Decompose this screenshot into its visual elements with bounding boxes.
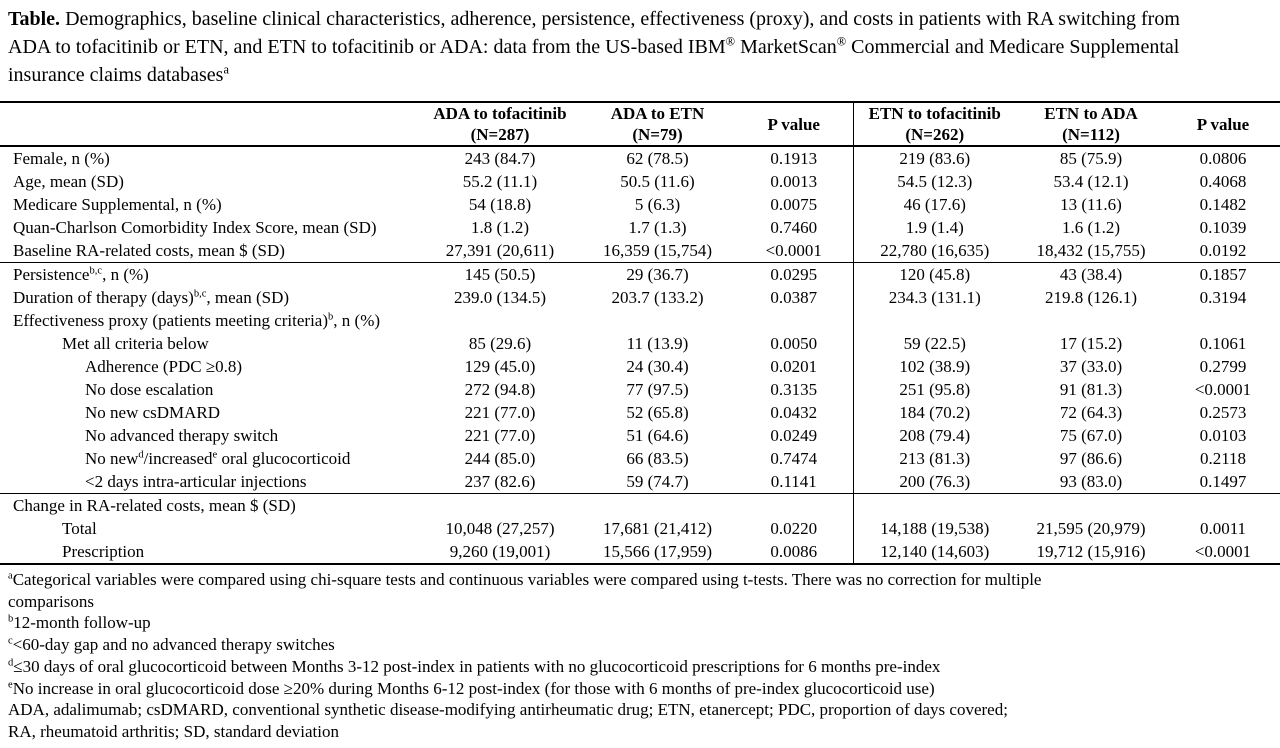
cell-value: 0.0201 xyxy=(770,357,818,376)
cell-value: 0.0075 xyxy=(770,195,818,214)
cell-value: 234.3 (131.1) xyxy=(853,286,1016,309)
cell-value: 203.7 (133.2) xyxy=(611,288,704,307)
cell-value: 0.0249 xyxy=(770,426,818,445)
table-row xyxy=(0,309,1280,332)
cell-value: <0.0001 xyxy=(765,241,822,260)
cell-value: 0.0192 xyxy=(1199,241,1247,260)
footnote-line: $^d$≤30 days of oral glucocorticoid between Months 3-12 post-index in patients with no glucocorticoid prescriptions for 6 months pre-index xyxy=(8,656,941,676)
table-section-persistence-effectiveness xyxy=(0,263,1280,494)
table-row xyxy=(0,540,1280,564)
footnote-line: $^b$12-month follow-up xyxy=(8,613,151,633)
row-label: No new$^d$/increased$^e$ oral glucocorticoid xyxy=(85,449,351,468)
cell-value: 0.7474 xyxy=(770,449,818,468)
row-label: Persistence$^{b,c}$, n (%) xyxy=(13,265,149,284)
cell-value: 0.0103 xyxy=(1199,426,1247,445)
cell-value: 51 (64.6) xyxy=(626,426,689,445)
row-label: Age, mean (SD) xyxy=(13,172,124,191)
cell-value: 66 (83.5) xyxy=(626,449,689,468)
cell-value: 17,681 (21,412) xyxy=(602,519,713,538)
cell-value: 91 (81.3) xyxy=(1059,380,1123,399)
table-caption xyxy=(8,5,1210,89)
cell-value: 221 (77.0) xyxy=(464,426,536,445)
footnote-line: $^a$Categorical variables were compared using chi-square tests and continuous variables were compared using t-tests. There was no correction for multiple xyxy=(8,570,1042,589)
header-empty-cell xyxy=(0,102,420,146)
row-label: Total xyxy=(62,519,97,538)
table-row xyxy=(0,355,1280,378)
cell-value: 0.3135 xyxy=(770,380,818,399)
cell-value: 1.8 (1.2) xyxy=(470,218,530,237)
cell-value: 0.0295 xyxy=(770,265,818,284)
table-row xyxy=(0,263,1280,287)
row-label: Quan-Charlson Comorbidity Index Score, mean (SD) xyxy=(13,218,377,237)
footnote-line: RA, rheumatoid arthritis; SD, standard deviation xyxy=(8,721,339,741)
cell-value: 213 (81.3) xyxy=(853,447,1016,470)
table-row xyxy=(0,378,1280,401)
footnotes xyxy=(8,569,1272,743)
cell-value xyxy=(1166,494,1280,518)
cell-value: 0.0013 xyxy=(770,172,818,191)
cell-value: 55.2 (11.1) xyxy=(462,172,538,191)
footnote-line: comparisons xyxy=(8,591,94,611)
cell-value: 46 (17.6) xyxy=(853,193,1016,216)
table-row xyxy=(0,146,1280,170)
cell-value: 219 (83.6) xyxy=(853,146,1016,170)
cell-value: 29 (36.7) xyxy=(626,265,689,284)
row-label: Change in RA-related costs, mean $ (SD) xyxy=(13,496,296,515)
footnote-marker: b xyxy=(328,311,334,323)
cell-value: 9,260 (19,001) xyxy=(449,542,551,561)
cell-value: 0.0011 xyxy=(1199,519,1247,538)
cell-value: 59 (74.7) xyxy=(626,472,689,491)
footnote-line: $^c$<60-day gap and no advanced therapy switches xyxy=(8,635,335,655)
table-row xyxy=(0,470,1280,494)
cell-value: 19,712 (15,916) xyxy=(1036,542,1146,561)
cell-value: 54 (18.8) xyxy=(468,195,532,214)
table-row xyxy=(0,193,1280,216)
cell-value: 11 (13.9) xyxy=(626,334,689,353)
cell-value: 0.1497 xyxy=(1199,472,1247,491)
cell-value: 18,432 (15,755) xyxy=(1036,241,1146,260)
cell-value: 0.0806 xyxy=(1199,149,1247,168)
col-header-ada-to-etn: ADA to ETN (N=79) xyxy=(610,104,705,144)
cell-value: <0.0001 xyxy=(1194,380,1252,399)
cell-value: 37 (33.0) xyxy=(1059,357,1123,376)
table-row xyxy=(0,216,1280,239)
registered-trademark-icon: ® xyxy=(836,34,847,49)
table-row xyxy=(0,424,1280,447)
data-table xyxy=(0,101,1280,565)
table-row xyxy=(0,332,1280,355)
row-label: No advanced therapy switch xyxy=(85,426,279,445)
cell-value xyxy=(420,309,580,332)
table-row xyxy=(0,447,1280,470)
col-header-p-value-2: P value xyxy=(1196,114,1250,134)
row-label: Effectiveness proxy (patients meeting criteria)$^b$, n (%) xyxy=(13,311,381,330)
col-header-etn-to-tofacitinib: ETN to tofacitinib (N=262) xyxy=(853,102,1016,146)
cell-value: 184 (70.2) xyxy=(853,401,1016,424)
table-row xyxy=(0,494,1280,518)
col-header-ada-to-tofacitinib: ADA to tofacitinib (N=287) xyxy=(433,104,567,144)
footnote-marker: d xyxy=(8,657,14,669)
table-row xyxy=(0,286,1280,309)
cell-value: 0.0086 xyxy=(770,542,818,561)
row-label: Medicare Supplemental, n (%) xyxy=(13,195,222,214)
footnote-line: ADA, adalimumab; csDMARD, conventional synthetic disease-modifying antirheumatic drug; ETN, etanercept; PDC, proportion of days covered; xyxy=(8,700,1008,720)
table-row xyxy=(0,239,1280,263)
row-label: Met all criteria below xyxy=(62,334,209,353)
cell-value: 0.1061 xyxy=(1199,334,1247,353)
cell-value: 0.0050 xyxy=(770,334,818,353)
footnote-marker: b,c xyxy=(89,265,103,277)
caption-label: Table. xyxy=(8,8,61,30)
cell-value: 93 (83.0) xyxy=(1059,472,1123,491)
cell-value: 15,566 (17,959) xyxy=(602,542,713,561)
cell-value: 0.1039 xyxy=(1199,218,1247,237)
cell-value: 10,048 (27,257) xyxy=(445,519,555,538)
cell-value: 200 (76.3) xyxy=(853,470,1016,494)
cell-value: 52 (65.8) xyxy=(626,403,689,422)
caption-text-1: Demographics, baseline clinical characteristics, adherence, persistence, effectiveness (proxy), and costs in patients with RA switching from ADA to tofacitinib or ETN, and ETN to tofacitinib or ADA: data from the US-based IBM xyxy=(8,8,1180,58)
cell-value: 22,780 (16,635) xyxy=(853,239,1016,263)
footnote-marker: b,c xyxy=(193,288,207,300)
cell-value: 50.5 (11.6) xyxy=(620,172,695,191)
cell-value xyxy=(1016,309,1166,332)
cell-value: 0.2573 xyxy=(1199,403,1247,422)
cell-value: 145 (50.5) xyxy=(464,265,536,284)
footnote-marker: e xyxy=(8,678,13,690)
row-label: Prescription xyxy=(62,542,145,561)
cell-value: 243 (84.7) xyxy=(464,149,536,168)
cell-value: 120 (45.8) xyxy=(853,263,1016,287)
cell-value: 62 (78.5) xyxy=(626,149,689,168)
page xyxy=(0,5,1280,748)
cell-value: 0.1141 xyxy=(770,472,817,491)
cell-value: 0.0220 xyxy=(770,519,818,538)
cell-value: 77 (97.5) xyxy=(626,380,689,399)
row-label: No new csDMARD xyxy=(85,403,221,422)
row-label: Duration of therapy (days)$^{b,c}$, mean (SD) xyxy=(13,288,290,307)
cell-value: <0.0001 xyxy=(1194,542,1252,561)
cell-value: 5 (6.3) xyxy=(634,195,681,214)
table-row xyxy=(0,401,1280,424)
cell-value: 244 (85.0) xyxy=(464,449,536,468)
footnote-marker: a xyxy=(8,570,13,582)
col-header-p-value-1: P value xyxy=(767,114,820,134)
cell-value: 14,188 (19,538) xyxy=(853,517,1016,540)
cell-value: 0.1913 xyxy=(770,149,818,168)
cell-value: 0.0387 xyxy=(770,288,818,307)
cell-value: 17 (15.2) xyxy=(1059,334,1123,353)
table-row xyxy=(0,517,1280,540)
cell-value: 239.0 (134.5) xyxy=(453,288,547,307)
row-label: Adherence (PDC ≥0.8) xyxy=(85,357,243,376)
cell-value: 21,595 (20,979) xyxy=(1036,519,1146,538)
footnote-marker: d xyxy=(138,449,144,461)
cell-value: 0.4068 xyxy=(1199,172,1247,191)
footnote-marker: c xyxy=(8,635,13,647)
footnote-marker: e xyxy=(212,449,218,461)
caption-text-2: MarketScan xyxy=(735,36,837,58)
cell-value: 85 (75.9) xyxy=(1059,149,1123,168)
cell-value: 59 (22.5) xyxy=(853,332,1016,355)
table-header xyxy=(0,102,1280,146)
cell-value: 54.5 (12.3) xyxy=(853,170,1016,193)
cell-value xyxy=(580,309,735,332)
table-row xyxy=(0,170,1280,193)
cell-value: 16,359 (15,754) xyxy=(602,241,713,260)
cell-value: 251 (95.8) xyxy=(853,378,1016,401)
cell-value: 0.2799 xyxy=(1199,357,1247,376)
cell-value: 0.0432 xyxy=(770,403,818,422)
footnote-marker: b xyxy=(8,613,14,625)
cell-value: 75 (67.0) xyxy=(1059,426,1123,445)
cell-value: 237 (82.6) xyxy=(464,472,536,491)
header-row xyxy=(0,102,1280,146)
footnote-marker-a: a xyxy=(223,62,229,77)
cell-value xyxy=(735,494,853,518)
cell-value: 1.6 (1.2) xyxy=(1061,218,1121,237)
row-label: Baseline RA-related costs, mean $ (SD) xyxy=(13,241,285,260)
cell-value xyxy=(1166,309,1280,332)
cell-value: 12,140 (14,603) xyxy=(853,540,1016,564)
cell-value: 102 (38.9) xyxy=(853,355,1016,378)
cell-value: 1.9 (1.4) xyxy=(853,216,1016,239)
cell-value: 0.2118 xyxy=(1199,449,1247,468)
cell-value xyxy=(1016,494,1166,518)
row-label: No dose escalation xyxy=(85,380,214,399)
cell-value: 1.7 (1.3) xyxy=(628,218,687,237)
col-header-etn-to-ada: ETN to ADA (N=112) xyxy=(1044,104,1138,144)
cell-value: 219.8 (126.1) xyxy=(1044,288,1138,307)
cell-value: 53.4 (12.1) xyxy=(1053,172,1129,191)
cell-value xyxy=(853,494,1016,518)
table-section-demographics xyxy=(0,146,1280,263)
cell-value: 0.7460 xyxy=(770,218,818,237)
row-label: Female, n (%) xyxy=(13,149,110,168)
table-section-cost-change xyxy=(0,494,1280,565)
cell-value: 208 (79.4) xyxy=(853,424,1016,447)
cell-value: 13 (11.6) xyxy=(1060,195,1122,214)
caption-text-3: Commercial and Medicare Supplemental insurance claims databases xyxy=(8,36,1180,86)
cell-value: 0.3194 xyxy=(1199,288,1247,307)
cell-value: 221 (77.0) xyxy=(464,403,536,422)
cell-value xyxy=(580,494,735,518)
cell-value: 272 (94.8) xyxy=(464,380,536,399)
footnote-line: $^e$No increase in oral glucocorticoid dose ≥20% during Months 6-12 post-index (for those with 6 months of pre-index glucocorticoid use) xyxy=(8,678,935,698)
registered-trademark-icon: ® xyxy=(725,34,736,49)
cell-value: 72 (64.3) xyxy=(1059,403,1123,422)
cell-value: 97 (86.6) xyxy=(1059,449,1123,468)
cell-value xyxy=(735,309,853,332)
cell-value: 129 (45.0) xyxy=(464,357,536,376)
cell-value: 43 (38.4) xyxy=(1059,265,1123,284)
row-label: <2 days intra-articular injections xyxy=(85,472,307,491)
cell-value: 27,391 (20,611) xyxy=(445,241,555,260)
cell-value: 0.1482 xyxy=(1199,195,1247,214)
cell-value: 85 (29.6) xyxy=(468,334,532,353)
cell-value: 24 (30.4) xyxy=(626,357,689,376)
cell-value: 0.1857 xyxy=(1199,265,1247,284)
cell-value xyxy=(420,494,580,518)
cell-value xyxy=(853,309,1016,332)
